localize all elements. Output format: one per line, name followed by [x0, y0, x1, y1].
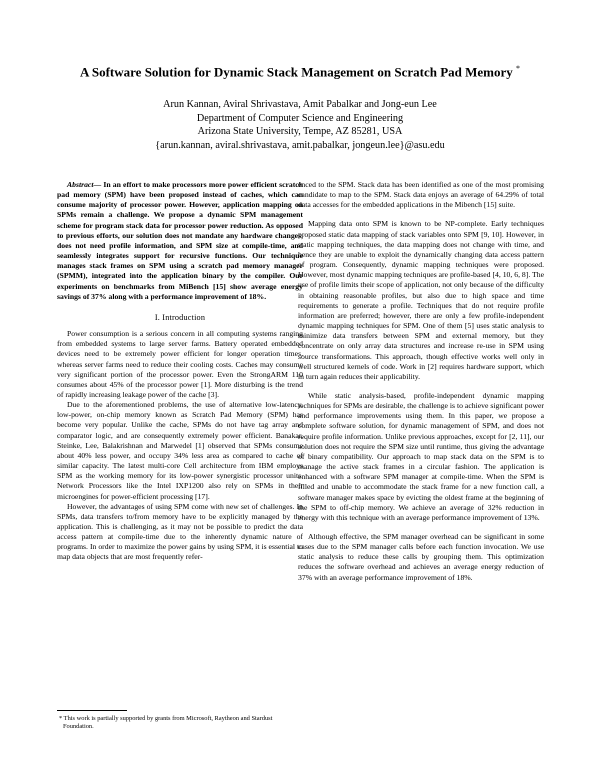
paragraph: Although effective, the SPM manager overhead can be significant in some cases due to the SPM manager calls before each function invocation. We use static analysis to reduce these calls by grouping them. This optimization reduces the software overhead and achieves an average energy reduction of 37% with an average performance improvement of 18%.: [298, 532, 544, 582]
paragraph: Mapping data onto SPM is known to be NP-complete. Early techniques proposed static data mapping of stack variables onto SPM [9, 10]. However, in static mapping techniques, the data mapping does not change with time, and hence they are unable to exploit the dynamically changing data access pattern of program. Consequently, dynamic mapping techniques were proposed. However, most dynamic mapping techniques are profile-based [4, 10, 6, 8]. The use of profile limits their scope of application, not only because of the difficulty in obtaining reasonable profiles, but also due to high space and time requirements to generate a profile. Techniques that do not require profile information are preferred; however, there are only a few profile-independent dynamic mapping techniques for SPM. One of them [5] uses static analysis to minimize data transfers between SPM and external memory, but they concentrate on only array data structures and increase re-use in SPM using source transformations. This approach, though effective works well only in well structured kernels of code. Work in [2] requires hardware support, which in turn again reduces their applicability.: [298, 219, 544, 381]
author-block: [0, 98, 600, 152]
paper-title-text: A Software Solution for Dynamic Stack Management on Scratch Pad Memory: [79, 64, 513, 80]
footnote-rule: [57, 710, 127, 711]
paragraph: Power consumption is a serious concern in all computing systems ranging from embedded systems to large server farms. Battery operated embedded devices need to be extremely power efficient for longer operation times, whereas server farms need to reduce their cooling costs. Caches may consume very significant portion of the processor power. Even the StrongARM 110 consumes about 45% of the processor power [1]. More disturbing is the trend of rapidly increasing leakage power of the cache [3].: [57, 329, 303, 399]
footnote-text: * This work is partially supported by grants from Microsoft, Raytheon and Stardust Foundation.: [59, 715, 273, 731]
left-column: [57, 180, 303, 563]
right-column: [298, 180, 544, 583]
paragraph-gap: [298, 382, 544, 391]
paragraph: enced to the SPM. Stack data has been identified as one of the most promising candidate to map to the SPM. Stack data enjoys an average of 64.29% of total data accesses for the embedded applications in the Mibench [15] suite.: [298, 180, 544, 210]
abstract-lead: Abstract—: [67, 180, 102, 189]
footnote: [57, 710, 303, 731]
paragraph: Due to the aforementioned problems, the use of alternative low-latency, low-power, on-chip memory known as Scratch Pad Memory (SPM) has become very popular. Unlike the cache, SPMs do not have tag array and comparator logic, and are consequently extremely power efficient. Banakar, Steinke, Lee, Balakrishnan and Marwedel [1] observed that SPMs consume about 40% less power, and occupy 34% less area as compared to cache of similar capacity. The latest multi-core Cell architecture from IBM employs SPM as the working memory for its low-power synergistic processor units. Network Processors like the Intel IXP1200 also rely on SPMs in their microengines for power-efficient processing [17].: [57, 400, 303, 501]
paper-title: [0, 64, 600, 80]
title-footnote-mark: *: [516, 64, 521, 73]
author-university: Arizona State University, Tempe, AZ 85281, USA: [197, 126, 403, 137]
author-names: Arun Kannan, Aviral Shrivastava, Amit Pabalkar and Jong-eun Lee: [163, 99, 437, 110]
paragraph-gap: [298, 210, 544, 219]
paragraph: While static analysis-based, profile-independent dynamic mapping techniques for SPMs are desirable, the challenge is to achieve significant power and performance improvements using them. In this paper, we propose a complete software solution, for dynamic management of SPM, and does not require profile information. Unlike previous approaches, except for [2, 11], our solution does not require the SPM size until runtime, thus giving the advantage of binary compatibility. Our approach to map stack data on the SPM is to manage the active stack frames in a circular fashion. The application is enhanced with a software SPM manager at compile-time. When the SPM is filled and unable to accommodate the stack frame for a new function call, a software manager makes space by evicting the oldest frame at the beginning of the SPM to off-chip memory. We achieve an average of 32% reduction in energy with this technique with an average performance improvement of 13%.: [298, 390, 544, 522]
abstract: [57, 180, 303, 302]
paragraph: However, the advantages of using SPM come with new set of challenges. In SPMs, data transfers to/from memory have to be explicitly managed by the application. This is challenging, as it may not be possible to predict the data access pattern at compile-time due to the inherently dynamic nature of programs. In order to maximize the power gains by using SPM, it is essential to map data objects that are most frequently refer-: [57, 501, 303, 562]
author-emails: {arun.kannan, aviral.shrivastava, amit.pabalkar, jongeun.lee}@asu.edu: [155, 139, 445, 151]
author-department: Department of Computer Science and Engineering: [196, 112, 404, 124]
paragraph-gap: [298, 523, 544, 532]
abstract-text: In an effort to make processors more power efficient scratch pad memory (SPM) have been proposed instead of caches, which can consume majority of processor power. However, application mapping on SPMs remain a challenge. We propose a dynamic SPM management scheme for program stack data for processor power reduction. As opposed to previous efforts, our solution does not mandate any hardware changes, does not need profile information, and SPM size at compile-time, and seamlessly integrates support for recursive functions. Our technique manages stack frames on SPM using a scratch pad memory manager (SPMM), integrated into the application binary by the compiler. Our experiments on benchmarks from MiBench [15] show average energy savings of 37% along with a performance improvement of 18%.: [57, 180, 303, 301]
section-heading-introduction: I. Introduction: [154, 312, 206, 322]
